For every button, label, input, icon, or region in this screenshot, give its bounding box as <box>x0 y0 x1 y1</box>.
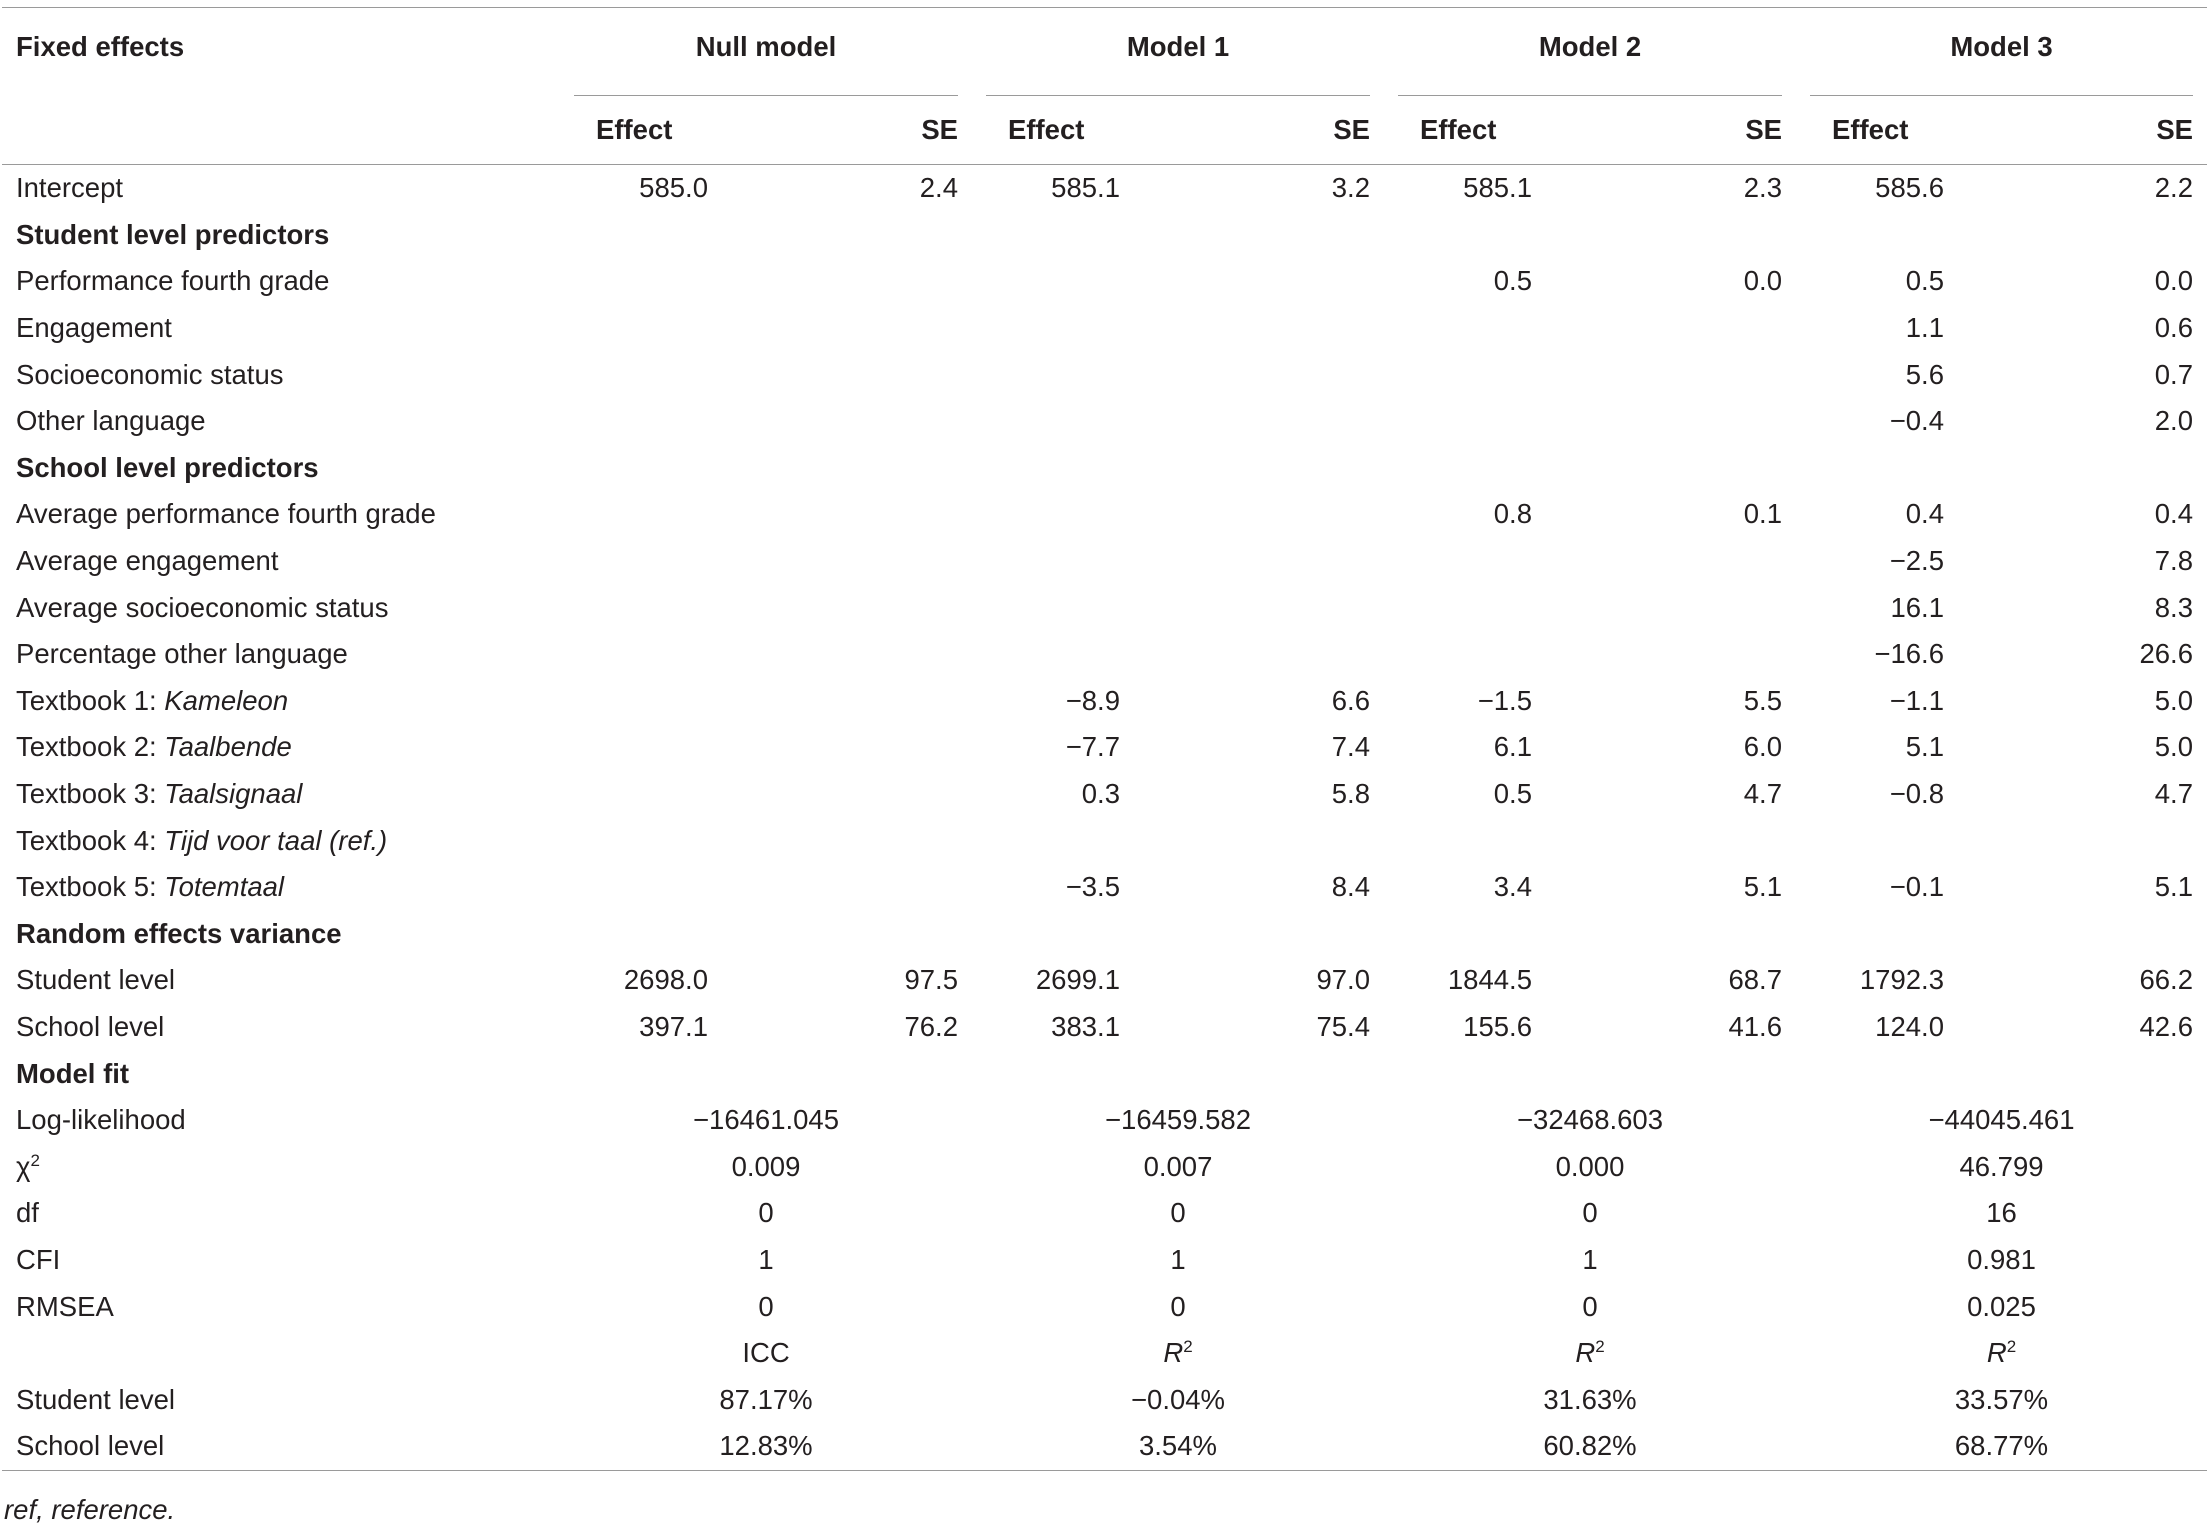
effect-cell <box>1384 538 1590 585</box>
effect-cell <box>560 351 766 398</box>
effect-cell <box>1384 817 1590 864</box>
effect-cell: 6.1 <box>1493 731 1532 763</box>
effect-cell <box>560 305 766 352</box>
fit-cell: −16459.582 <box>1104 1104 1252 1136</box>
effect-header: Effect <box>1832 114 1909 145</box>
fit-cell: −44045.461 <box>1928 1104 2075 1136</box>
fit-cell: 0 <box>1170 1197 1186 1229</box>
stat-label-row <box>2 1330 2207 1377</box>
se-cell <box>1178 538 1384 585</box>
table-row <box>2 817 2207 864</box>
table-row <box>2 678 2207 725</box>
se-cell <box>1178 491 1384 538</box>
se-cell <box>766 584 972 631</box>
effect-cell <box>560 724 766 771</box>
se-cell <box>766 491 972 538</box>
table-row <box>2 305 2207 352</box>
r2-label: $R^2$ <box>1575 1336 1605 1369</box>
effect-cell <box>560 258 766 305</box>
row-label: df <box>16 1197 39 1229</box>
fit-cell: −16461.045 <box>692 1104 840 1136</box>
table-row <box>2 1423 2207 1470</box>
effect-cell: 1.1 <box>1905 312 1944 344</box>
fit-cell: −0.04% <box>1130 1383 1226 1415</box>
icc-label: ICC <box>742 1337 790 1369</box>
se-cell: 6.6 <box>1331 684 1370 716</box>
fit-cell: 0 <box>1582 1290 1598 1322</box>
table-row <box>2 631 2207 678</box>
se-cell: 41.6 <box>1728 1010 1782 1042</box>
se-cell <box>766 351 972 398</box>
table-row <box>2 1237 2207 1284</box>
se-header: SE <box>921 114 958 145</box>
se-cell: 4.7 <box>1743 778 1782 810</box>
se-cell <box>766 678 972 725</box>
random-effects-header: Random effects variance <box>16 917 342 949</box>
se-cell: 7.8 <box>2154 545 2193 577</box>
effect-cell: 0.4 <box>1905 498 1944 530</box>
effect-cell: 585.1 <box>1463 172 1532 204</box>
table-row <box>2 1097 2207 1144</box>
se-cell <box>766 817 972 864</box>
row-label: Percentage other language <box>16 638 348 670</box>
fit-cell: 16 <box>1986 1197 2017 1229</box>
effect-cell: 5.6 <box>1905 358 1944 390</box>
se-cell: 0.7 <box>2154 358 2193 390</box>
effect-cell: 0.3 <box>1081 778 1120 810</box>
se-cell: 5.8 <box>1331 778 1370 810</box>
effect-cell: 0.5 <box>1493 265 1532 297</box>
effect-cell <box>972 305 1178 352</box>
fit-cell: 3.54% <box>972 1423 1384 1470</box>
effect-cell <box>972 538 1178 585</box>
effect-cell <box>972 631 1178 678</box>
effect-cell: 2698.0 <box>623 964 708 996</box>
section-row <box>2 445 2207 492</box>
se-cell: 6.0 <box>1743 731 1782 763</box>
effect-cell: −0.8 <box>1889 778 1944 810</box>
effect-cell: −1.1 <box>1889 684 1944 716</box>
se-cell <box>1590 538 1796 585</box>
effect-cell <box>1384 584 1590 631</box>
fit-cell: 12.83% <box>560 1423 972 1470</box>
se-cell: 5.0 <box>2154 684 2193 716</box>
se-cell <box>766 258 972 305</box>
se-cell <box>1590 398 1796 445</box>
model2-header: Model 2 <box>1384 8 1796 97</box>
effect-cell: 585.1 <box>1051 172 1120 204</box>
effect-cell: 397.1 <box>639 1010 708 1042</box>
effect-cell: −0.1 <box>1889 871 1944 903</box>
effect-cell: −7.7 <box>1065 731 1120 763</box>
effect-cell <box>560 491 766 538</box>
se-cell: 42.6 <box>2139 1010 2193 1042</box>
fit-cell: 31.63% <box>1543 1383 1637 1415</box>
model-fit-header: Model fit <box>16 1057 130 1089</box>
se-cell: 75.4 <box>1316 1010 1370 1042</box>
effect-cell: −16.6 <box>1874 638 1944 670</box>
se-cell: 26.6 <box>2139 638 2193 670</box>
se-cell: 5.1 <box>2154 871 2193 903</box>
se-cell <box>766 631 972 678</box>
effect-cell: −8.9 <box>1065 684 1120 716</box>
section-row <box>2 212 2207 259</box>
effect-cell <box>560 631 766 678</box>
footnote: ref, reference. <box>4 1494 176 1525</box>
se-cell <box>766 538 972 585</box>
se-cell: 8.4 <box>1331 871 1370 903</box>
effect-cell: 0.5 <box>1493 778 1532 810</box>
fit-cell: 68.77% <box>1796 1423 2207 1470</box>
table-row <box>2 258 2207 305</box>
row-label: School level <box>2 1423 560 1470</box>
student-predictors-header: Student level predictors <box>16 218 330 250</box>
se-cell <box>766 771 972 818</box>
fit-cell: 0 <box>758 1197 774 1229</box>
effect-cell: 5.1 <box>1905 731 1944 763</box>
se-cell <box>1178 584 1384 631</box>
se-cell <box>1590 584 1796 631</box>
row-label: Textbook 2: Taalbende <box>16 731 292 763</box>
se-cell: 0.0 <box>1743 265 1782 297</box>
row-label: Socioeconomic status <box>16 358 284 390</box>
se-cell <box>766 724 972 771</box>
effect-cell: 0.5 <box>1905 265 1944 297</box>
se-cell: 0.6 <box>2154 312 2193 344</box>
fit-cell: 1 <box>1170 1243 1186 1275</box>
effect-header: Effect <box>596 114 673 145</box>
table-row <box>2 1143 2207 1190</box>
effect-cell: −3.5 <box>1065 871 1120 903</box>
null-model-header: Null model <box>560 8 972 97</box>
effect-cell: 0.8 <box>1493 498 1532 530</box>
se-cell: 7.4 <box>1331 731 1370 763</box>
effect-cell: 1792.3 <box>1859 964 1944 996</box>
fit-cell: 1 <box>1582 1243 1598 1275</box>
table-row <box>2 491 2207 538</box>
table-row <box>2 771 2207 818</box>
row-label: $\chi^2$ <box>16 1150 40 1182</box>
effect-cell: 585.0 <box>639 172 708 204</box>
effect-cell: −0.4 <box>1889 405 1944 437</box>
effect-cell <box>560 817 766 864</box>
effect-cell: 585.6 <box>1875 172 1944 204</box>
fit-cell: 0.009 <box>731 1150 801 1182</box>
row-label: Textbook 5: Totemtaal <box>16 871 285 903</box>
row-label: Average socioeconomic status <box>16 591 389 623</box>
se-cell <box>1178 398 1384 445</box>
effect-cell <box>560 398 766 445</box>
effect-cell <box>1796 817 2002 864</box>
effect-cell <box>972 258 1178 305</box>
se-cell <box>1178 631 1384 678</box>
row-label: Average performance fourth grade <box>16 498 436 530</box>
table-row <box>2 584 2207 631</box>
table-row <box>2 1004 2207 1051</box>
effect-cell: −2.5 <box>1889 545 1944 577</box>
r2-label: $R^2$ <box>1986 1336 2017 1369</box>
model3-header: Model 3 <box>1796 8 2207 97</box>
fixed-effects-header: Fixed effects <box>16 31 185 62</box>
se-cell: 3.2 <box>1331 172 1370 204</box>
effect-cell <box>560 678 766 725</box>
row-label: Textbook 3: Taalsignaal <box>16 778 303 810</box>
se-cell: 66.2 <box>2139 964 2193 996</box>
effect-cell: 1844.5 <box>1447 964 1532 996</box>
se-cell: 5.5 <box>1743 684 1782 716</box>
table-row <box>2 351 2207 398</box>
se-cell <box>1178 305 1384 352</box>
row-label: Student level <box>16 1383 175 1415</box>
school-predictors-header: School level predictors <box>16 451 319 483</box>
se-cell <box>1178 817 1384 864</box>
se-cell <box>1178 258 1384 305</box>
row-label: CFI <box>16 1243 61 1275</box>
effect-cell <box>972 817 1178 864</box>
se-cell: 4.7 <box>2154 778 2193 810</box>
effect-cell <box>972 398 1178 445</box>
fit-cell: 0.981 <box>1967 1243 2036 1275</box>
se-cell <box>1590 817 1796 864</box>
effect-cell <box>972 351 1178 398</box>
fit-cell: 0.007 <box>1143 1150 1213 1182</box>
table-row <box>2 1376 2207 1423</box>
table-row <box>2 538 2207 585</box>
table-row <box>2 957 2207 1004</box>
results-table <box>2 7 2207 1471</box>
effect-cell <box>1384 631 1590 678</box>
se-cell: 2.2 <box>2154 172 2193 204</box>
fit-cell: −32468.603 <box>1516 1104 1664 1136</box>
effect-cell: 124.0 <box>1875 1010 1944 1042</box>
se-cell <box>1590 305 1796 352</box>
effect-header: Effect <box>1008 114 1085 145</box>
se-cell <box>766 398 972 445</box>
table-row <box>2 1283 2207 1330</box>
fit-cell: 87.17% <box>719 1383 813 1415</box>
row-label: RMSEA <box>16 1290 114 1322</box>
effect-cell: 383.1 <box>1051 1010 1120 1042</box>
se-cell <box>1590 351 1796 398</box>
se-cell: 0.0 <box>2154 265 2193 297</box>
row-label: School level <box>16 1010 165 1042</box>
r2-label: $R^2$ <box>1163 1336 1193 1369</box>
row-label: Log-likelihood <box>16 1104 186 1136</box>
fit-cell: 0.000 <box>1555 1150 1625 1182</box>
se-cell <box>766 305 972 352</box>
effect-cell <box>560 538 766 585</box>
effect-cell: 2699.1 <box>1035 964 1120 996</box>
effect-cell <box>560 864 766 911</box>
section-row <box>2 911 2207 958</box>
row-label: Performance fourth grade <box>16 265 330 297</box>
table-row <box>2 724 2207 771</box>
effect-cell <box>972 491 1178 538</box>
se-cell: 8.3 <box>2154 591 2193 623</box>
effect-header: Effect <box>1420 114 1497 145</box>
section-row <box>2 1050 2207 1097</box>
row-label: Other language <box>16 405 206 437</box>
se-cell: 0.4 <box>2154 498 2193 530</box>
row-label: Average engagement <box>16 545 279 577</box>
se-cell: 5.0 <box>2154 731 2193 763</box>
se-header: SE <box>2156 114 2193 145</box>
se-cell: 76.2 <box>904 1010 958 1042</box>
row-label: Textbook 4: Tijd voor taal (ref.) <box>16 824 388 856</box>
fit-cell: 60.82% <box>1384 1423 1796 1470</box>
effect-cell: 16.1 <box>1890 591 1944 623</box>
table-row <box>2 398 2207 445</box>
se-header: SE <box>1333 114 1370 145</box>
fit-cell: 0 <box>758 1290 774 1322</box>
se-cell <box>766 864 972 911</box>
effect-cell: −1.5 <box>1477 684 1532 716</box>
table-row <box>2 864 2207 911</box>
effect-cell <box>560 771 766 818</box>
model1-header: Model 1 <box>972 8 1384 97</box>
se-cell <box>2002 817 2207 864</box>
fit-cell: 46.799 <box>1959 1150 2044 1182</box>
se-cell: 5.1 <box>1743 871 1782 903</box>
row-label: Engagement <box>16 312 172 344</box>
se-cell: 0.1 <box>1743 498 1782 530</box>
se-header: SE <box>1745 114 1782 145</box>
se-cell: 68.7 <box>1728 964 1782 996</box>
se-cell <box>1178 351 1384 398</box>
row-label: Student level <box>16 964 175 996</box>
se-cell <box>1590 631 1796 678</box>
se-cell: 97.0 <box>1316 964 1370 996</box>
se-cell: 97.5 <box>904 964 958 996</box>
effect-cell <box>1384 351 1590 398</box>
fit-cell: 1 <box>758 1243 774 1275</box>
se-cell: 2.3 <box>1743 172 1782 204</box>
row-label: Textbook 1: Kameleon <box>16 684 289 716</box>
effect-cell <box>1384 305 1590 352</box>
effect-cell <box>1384 398 1590 445</box>
row-label: Intercept <box>16 172 124 204</box>
fit-cell: 33.57% <box>1954 1383 2049 1415</box>
table-row <box>2 165 2207 212</box>
se-cell: 2.0 <box>2154 405 2193 437</box>
se-cell: 2.4 <box>919 172 958 204</box>
table-row <box>2 1190 2207 1237</box>
fit-cell: 0 <box>1170 1290 1186 1322</box>
effect-cell: 155.6 <box>1463 1010 1532 1042</box>
effect-cell <box>972 584 1178 631</box>
fit-cell: 0.025 <box>1967 1290 2036 1322</box>
effect-cell <box>560 584 766 631</box>
fit-cell: 0 <box>1582 1197 1598 1229</box>
effect-cell: 3.4 <box>1493 871 1532 903</box>
